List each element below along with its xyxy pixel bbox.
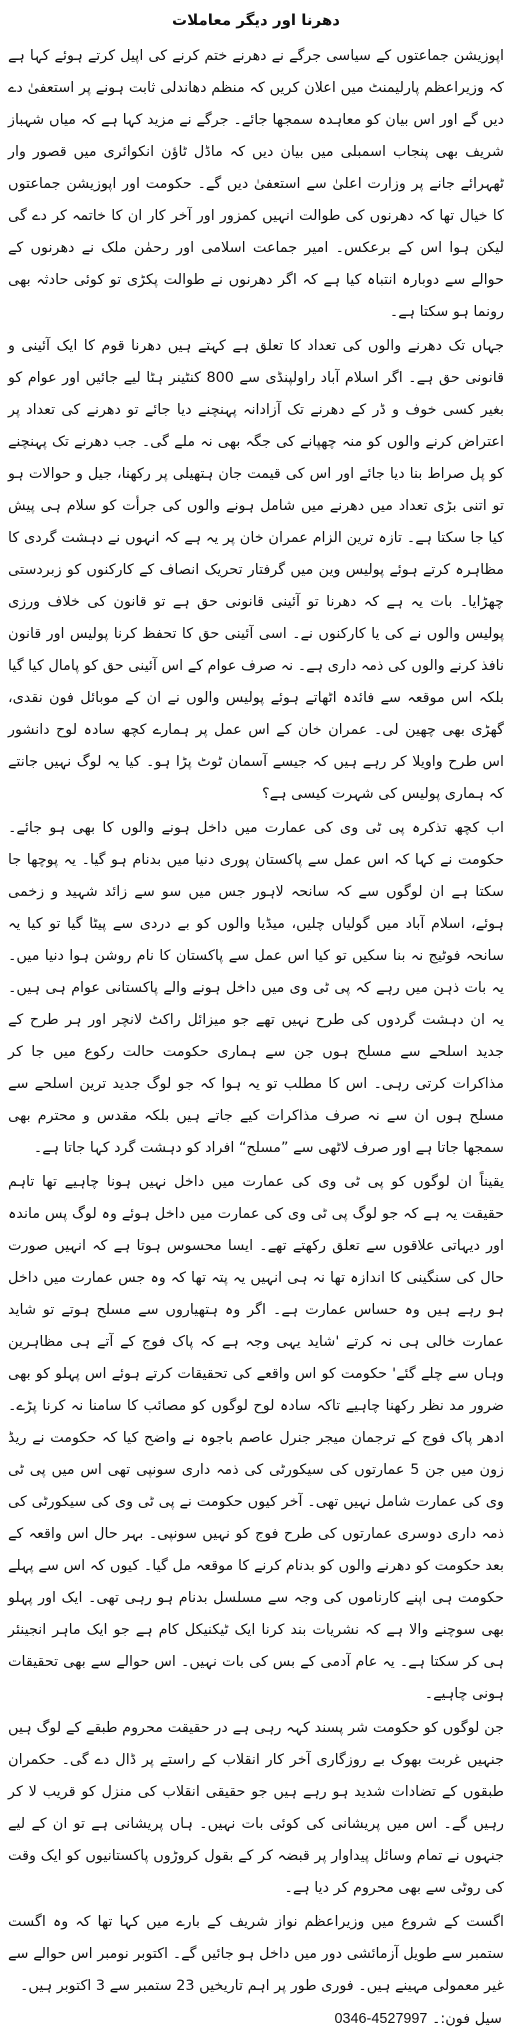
article-paragraph: جہاں تک دھرنے والوں کی تعداد کا تعلق ہے کہتے ہیں دھرنا قوم کا ایک آئینی و قانونی حق ہے۔ اگر اسلام آباد راولپنڈی سے 800 کنٹینر ہٹا لیے جائیں اور عوام کو بغیر کسی خوف و ڈر کے دھرنے تک آزادانہ پہنچنے دیا جائے تو دھرنے کی تعداد پر اعتراض کرنے والوں کو منہ چھپانے کی جگہ بھی نہ ملے گی۔ جب دھرنے تک پہنچنے کو پل صراط بنا دیا جائے اور اس کی قیمت جان ہتھیلی پر رکھنا، جیل و حوالات ہو تو اتنی بڑی تعداد میں دھرنے میں شامل ہونے والوں کی جرأت کو سلام ہی پیش کیا جا سکتا ہے۔ تازہ ترین الزام عمران خان پر یہ ہے کہ انہوں نے دہشت گردی کا مظاہرہ کرتے ہوئے پولیس وین میں گرفتار تحریک انصاف کے کارکنوں کو زبردستی چھڑایا۔ بات یہ ہے کہ دھرنا تو آئینی قانونی حق ہے تو قانون کی خلاف ورزی پولیس والوں نے کی یا کارکنوں نے۔ اسی آئینی حق کا تحفظ کرنا پولیس اور قانون نافذ کرنے والوں کی ذمہ داری ہے۔ نہ صرف عوام کے اس آئینی حق کو پامال کیا گیا بلکہ اس موقعہ سے فائدہ اٹھاتے ہوئے پولیس والوں نے ان کے موبائل فون نقدی، گھڑی بھی چھین لی۔ عمران خان کے اس عمل پر ہمارے کچھ سادہ لوح دانشور اس طرح واویلا کر رہے ہیں کہ جیسے آسمان ٹوٹ پڑا ہو۔ کیا یہ لوگ نہیں جانتے کہ ہماری پولیس کی شہرت کیسی ہے؟ bbox=[8, 338, 504, 802]
article-paragraph: اگست کے شروع میں وزیراعظم نواز شریف کے بارے میں کہا تھا کہ وہ اگست ستمبر سے طویل آزمائشی دور میں داخل ہو جائیں گے۔ اکتوبر نومبر اس حوالے سے غیر معمولی مہینے ہیں۔ فوری طور پر اہم تاریخیں 23 ستمبر سے 3 اکتوبر ہیں۔ bbox=[8, 1914, 504, 1994]
article-title: دھرنا اور دیگر معاملات bbox=[172, 11, 340, 29]
contact-line bbox=[8, 2004, 504, 2034]
article-paragraph: جن لوگوں کو حکومت شر پسند کہہ رہی ہے در حقیقت محروم طبقے کے لوگ ہیں جنہیں غربت بھوک بے روزگاری آخر کار انقلاب کے راستے پر ڈال دے گی۔ حکمران طبقوں کے تضادات شدید ہو رہے ہیں جو حقیقی انقلاب کی منزل کو قریب لا کر رہیں گے۔ اس میں پریشانی کی کوئی بات نہیں۔ ہاں پریشانی ہے تو ان کے لیے جنہوں نے تمام وسائل پیداوار پر قبضہ کر کے بقول کروڑوں پاکستانیوں کو ایک وقت کی روٹی سے بھی محروم کر دیا ہے۔ bbox=[8, 1720, 504, 1896]
article-paragraph: اب کچھ تذکرہ پی ٹی وی کی عمارت میں داخل ہونے والوں کا بھی ہو جائے۔ حکومت نے کہا کہ اس عمل سے پاکستان پوری دنیا میں بدنام ہو گیا۔ یہ پوچھا جا سکتا ہے ان لوگوں سے کہ سانحہ لاہور جس میں سو سے زائد شہید و زخمی ہوئے، اسلام آباد میں گولیاں چلیں، میڈیا والوں کو بے دردی سے پیٹا گیا تو کیا یہ سانحہ فوٹیج نہ بنا سکیں تو کیا اس عمل سے پاکستان کا نام روشن ہوا دنیا میں۔ یہ بات ذہن میں رہے کہ پی ٹی وی میں داخل ہونے والے پاکستانی عوام ہی ہیں۔ یہ ان دہشت گردوں کی طرح نہیں تھے جو میزائل راکٹ لانچر اور ہر طرح کے جدید اسلحے سے مسلح ہوں جن سے ہماری حکومت حالت رکوع میں جا کر مذاکرات کرتی رہی۔ اس کا مطلب تو یہ ہوا کہ جو لوگ جدید ترین اسلحے سے مسلح ہوں ان سے نہ صرف مذاکرات کیے جاتے ہیں بلکہ مقدس و محترم بھی سمجھا جاتا ہے اور صرف لاٹھی سے ”مسلح“ افراد کو دہشت گرد کہا جاتا ہے۔ bbox=[8, 820, 504, 1156]
article-body bbox=[8, 40, 504, 2002]
contact-number: 0346-4527997 bbox=[334, 2011, 428, 2027]
article-paragraph: یقیناً ان لوگوں کو پی ٹی وی کی عمارت میں داخل نہیں ہونا چاہیے تھا تاہم حقیقت یہ ہے کہ جو لوگ پی ٹی وی کی عمارت میں داخل ہوئے وہ لوگ پس ماندہ اور دیہاتی علاقوں سے تعلق رکھتے تھے۔ ایسا محسوس ہوتا ہے کہ انہیں صورت حال کی سنگینی کا اندازہ تھا نہ ہی انہیں یہ پتہ تھا کہ وہ جس عمارت میں داخل ہو رہے ہیں وہ حساس عمارت ہے۔ اگر وہ ہتھیاروں سے مسلح ہوتے تو شاید عمارت خالی ہی نہ کرتے 'شاید یہی وجہ ہے کہ پاک فوج کے آتے ہی مظاہرین وہاں سے چلے گئے' حکومت کو اس واقعے کی تحقیقات کرتے ہوئے اس پہلو کو بھی ضرور مد نظر رکھنا چاہیے تاکہ سادہ لوح لوگوں کو مصائب کا سامنا نہ کرنا پڑے۔ ادھر پاک فوج کے ترجمان میجر جنرل عاصم باجوہ نے واضح کیا کہ حکومت نے ریڈ زون میں جن 5 عمارتوں کی سیکورٹی کی ذمہ داری سونپی تھی اس میں پی ٹی وی کی عمارت شامل نہیں تھی۔ آخر کیوں حکومت نے پی ٹی وی کی سیکورٹی کی ذمہ داری دوسری عمارتوں کی طرح فوج کو نہیں سونپی۔ بہر حال اس واقعہ کے بعد حکومت کو دھرنے والوں کو بدنام کرنے کا موقعہ مل گیا۔ کیوں کہ اس سے پہلے حکومت ہی اپنے کارناموں کی وجہ سے مسلسل بدنام ہو رہی تھی۔ ایک اور پہلو بھی سوچنے والا ہے کہ نشریات بند کرنا ایک ٹیکنیکل کام ہے جو ایک ماہر انجینئر ہی کر سکتا ہے۔ یہ عام آدمی کے بس کی بات نہیں۔ اس حوالے سے بھی تحقیقات ہونی چاہیے۔ bbox=[8, 1174, 504, 1702]
contact-label: سیل فون:۔ bbox=[431, 2011, 502, 2027]
article-paragraph: اپوزیشن جماعتوں کے سیاسی جرگے نے دھرنے ختم کرنے کی اپیل کرتے ہوئے کہا ہے کہ وزیراعظم پارلیمنٹ میں اعلان کریں کہ منظم دھاندلی ثابت ہونے پر استعفیٰ دے دیں گے اور اس بیان کو معاہدہ سمجھا جائے۔ جرگے نے مزید کہا ہے کہ میاں شہباز شریف بھی پنجاب اسمبلی میں بیان دیں کہ ماڈل ٹاؤن انکوائری میں قصور وار ٹھہرائے جانے پر وزارت اعلیٰ سے استعفیٰ دیں گے۔ حکومت اور اپوزیشن جماعتوں کا خیال تھا کہ دھرنوں کی طوالت انہیں کمزور اور آخر کار ان کا خاتمہ کر دے گی لیکن ہوا اس کے برعکس۔ امیر جماعت اسلامی اور رحمٰن ملک نے دھرنوں کے حوالے سے دوبارہ انتباہ کیا ہے کہ اگر دھرنوں نے طوالت پکڑی تو کوئی حادثہ بھی رونما ہو سکتا ہے۔ bbox=[8, 48, 504, 320]
